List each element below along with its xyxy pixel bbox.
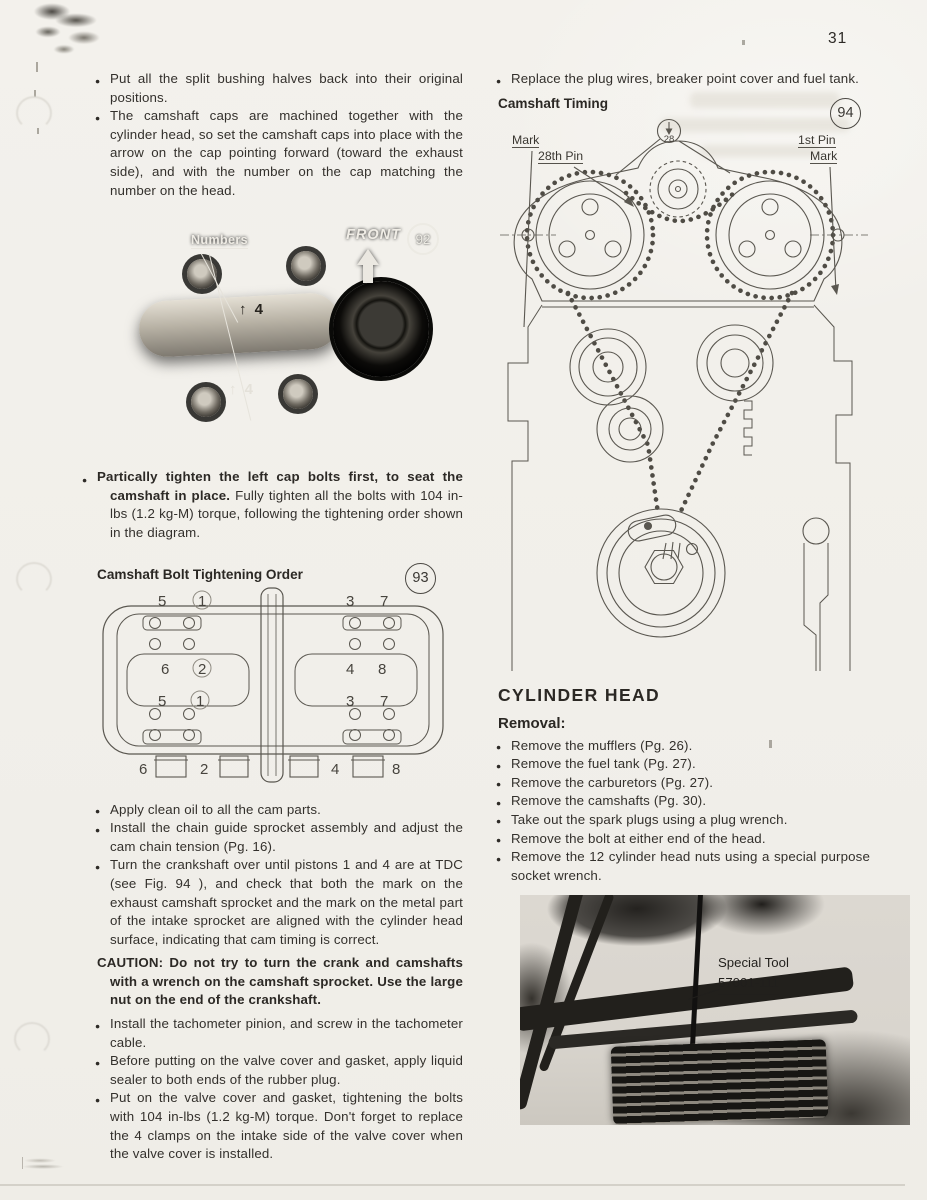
- figure-93-diagram: [97, 586, 449, 788]
- cap-number-mark: ↑ 4: [239, 301, 266, 319]
- punch-hole-ghost: [14, 1022, 50, 1056]
- numbers-label: Numbers: [191, 233, 248, 248]
- bolt-number: 4: [346, 660, 355, 678]
- tighten-bold-text: Partically tighten the left cap bolts first, to seat the camshaft in place.: [97, 469, 463, 503]
- removal-bullet: ● Remove the camshafts (Pg. 30).: [498, 792, 870, 811]
- bolt-number: 7: [380, 592, 389, 610]
- figure-94-diagram: [498, 115, 870, 671]
- figure-94-number: 94: [830, 98, 861, 129]
- camshaft-timing-heading: Camshaft Timing: [498, 95, 609, 111]
- special-tool-photo: [520, 895, 910, 1125]
- page-number: 31: [828, 30, 848, 47]
- removal-list: [498, 737, 870, 886]
- figure-93-number: 93: [405, 563, 436, 594]
- cylinder-fins-shape: [611, 1040, 829, 1125]
- removal-bullet: ● Remove the carburetors (Pg. 27).: [498, 774, 870, 793]
- pin-count-label: 28: [663, 133, 675, 145]
- punch-hole-ghost: [16, 562, 52, 596]
- front-arrow-icon: [357, 249, 379, 265]
- fig93-heading-row: [97, 566, 463, 587]
- bolt-number: 6: [139, 760, 148, 778]
- bolt-number: 7: [380, 692, 389, 710]
- tightening-order-heading: Camshaft Bolt Tightening Order: [97, 566, 303, 582]
- special-tool-text: Special Tool: [718, 955, 789, 971]
- scan-speck: [742, 40, 745, 45]
- cap-number-mark: ↑ 4: [229, 381, 256, 399]
- tighten-rest-text: Fully tighten all the bolts with 104 in-lbs (1.2 kg-M) torque, following the tightening order shown in the diagram.: [110, 487, 464, 540]
- bolt-number: 5: [158, 592, 167, 610]
- instruction-bullet: ● Install the tachometer pinion, and screw in the tachometer cable.: [97, 1015, 463, 1052]
- instruction-bullet: ● Before putting on the valve cover and gasket, apply liquid sealer to both ends of the rubber plug.: [97, 1052, 463, 1089]
- mark-right-label: Mark: [810, 148, 838, 163]
- bolt-number: 8: [392, 760, 401, 778]
- fig94-heading-row: [498, 95, 870, 122]
- figure-92-photo: [117, 219, 445, 451]
- pin28-label: 28th Pin: [538, 148, 584, 163]
- special-tool-number: 57001-111: [718, 973, 779, 995]
- instruction-bullet: ● Turn the crankshaft over until pistons 1 and 4 are at TDC (see Fig. 94 ), and check that both the mark on the exhaust camshaft sprocket and the mark on the metal part of the intake sprocket are aligned with the cylinder head surface, indicating that cam timing is correct.: [97, 856, 463, 949]
- special-tool-label: [718, 953, 789, 995]
- removal-bullet: ● Remove the 12 cylinder head nuts using a special purpose socket wrench.: [498, 848, 870, 885]
- cap-bolt-shape: [291, 251, 321, 281]
- instruction-bullet: ● Apply clean oil to all the cam parts.: [97, 801, 463, 820]
- bolt-number: 1: [196, 692, 205, 710]
- left-column: [97, 70, 463, 1164]
- right-column: [498, 70, 870, 1125]
- bolt-number: 2: [198, 660, 207, 678]
- punch-hole-ghost: [16, 96, 52, 130]
- cylinder-head-heading: CYLINDER HEAD: [498, 684, 661, 705]
- bolt-number: 8: [378, 660, 387, 678]
- bolt-number: 5: [158, 692, 167, 710]
- bolt-number: 2: [200, 760, 209, 778]
- instruction-bullet: ● Put all the split bushing halves back into their original positions.: [97, 70, 463, 107]
- scan-scribble: [16, 1157, 76, 1169]
- instruction-bullet: ● The camshaft caps are machined together with the cylinder head, so set the camshaft caps into place with the arrow on the cap pointing forward (toward the exhaust side), and with the number on the cap matching the number on the head.: [97, 107, 463, 200]
- instruction-bullet: ● Replace the plug wires, breaker point cover and fuel tank.: [498, 70, 870, 89]
- bolt-number: 6: [161, 660, 170, 678]
- removal-bullet: ● Take out the spark plugs using a plug wrench.: [498, 811, 870, 830]
- removal-bullet: ● Remove the mufflers (Pg. 26).: [498, 737, 870, 756]
- bolt-number: 3: [346, 692, 355, 710]
- scan-smudge: [28, 0, 108, 58]
- cap-bolt-shape: [191, 387, 221, 417]
- instruction-bullet: ● Put on the valve cover and gasket, tightening the bolts with 104 in-lbs (1.2 kg-M) torque. Don't forget to replace the 4 clamps on the intake side of the valve cover when the valve cover is installed.: [97, 1089, 463, 1163]
- scan-mark: [36, 62, 38, 72]
- figure-92-number: 92: [407, 223, 439, 255]
- pin1-label: 1st Pin: [798, 132, 836, 147]
- cap-bolt-shape: [283, 379, 313, 409]
- bolt-number: 4: [331, 760, 340, 778]
- bolt-number: 3: [346, 592, 355, 610]
- removal-bullet: ● Remove the fuel tank (Pg. 27).: [498, 755, 870, 774]
- sprocket-hub-shape: [333, 281, 429, 377]
- removal-bullet: ● Remove the bolt at either end of the head.: [498, 830, 870, 849]
- caution-text: CAUTION: Do not try to turn the crank and camshafts with a wrench on the camshaft sprocket. Use the large nut on the end of the crankshaft.: [97, 955, 463, 1008]
- removal-heading: Removal:: [498, 714, 566, 732]
- mark-left-label: Mark: [512, 132, 540, 147]
- bolt-number: 1: [198, 592, 207, 610]
- front-label: FRONT: [346, 227, 401, 244]
- scan-edge-line: [0, 1184, 905, 1186]
- instruction-bullet: ● Install the chain guide sprocket assembly and adjust the cam chain tension (Pg. 16).: [97, 819, 463, 856]
- tighten-instruction: [97, 468, 463, 542]
